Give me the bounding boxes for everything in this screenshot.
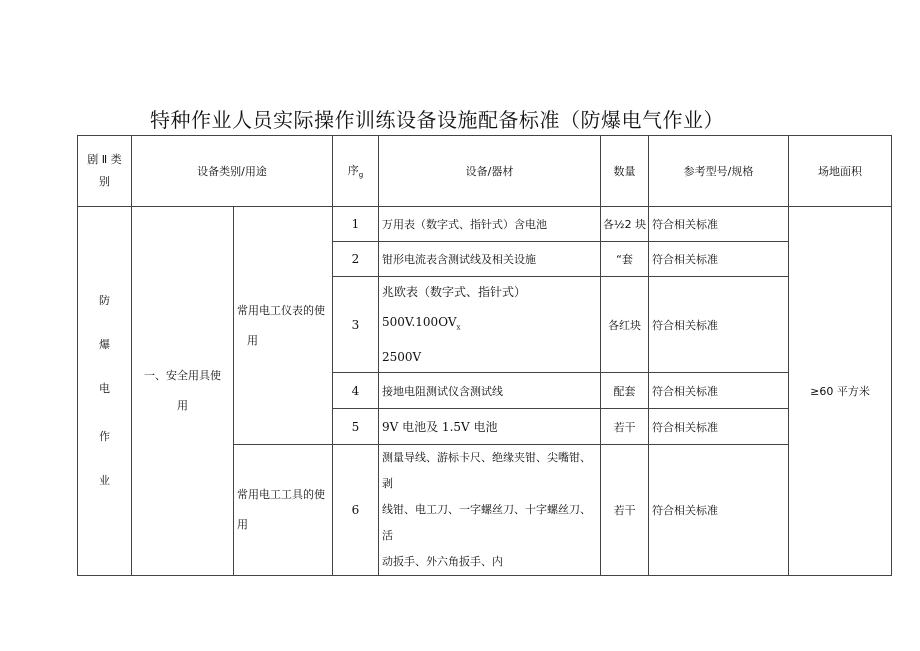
header-category-mark: Ⅱ <box>101 153 108 166</box>
model-cell: 符合相关标准 <box>649 409 789 445</box>
equipment-cell: 测量导线、游标卡尺、绝缘夹钳、尖嘴钳、剥 线钳、电工刀、一字螺丝刀、十字螺丝刀、活 动扳手、外六角扳手、内 <box>379 445 601 576</box>
equipment-standards-table <box>77 135 892 576</box>
model-cell: 符合相关标准 <box>649 445 789 576</box>
quantity-cell: 若干 <box>601 409 649 445</box>
quantity-cell: 配套 <box>601 373 649 409</box>
header-quantity: 数量 <box>601 136 649 207</box>
header-category: 剧 Ⅱ 类 别 <box>78 136 132 207</box>
seq-cell: 6 <box>333 445 379 576</box>
equipment-cell: 9V 电池及 1.5V 电池 <box>379 409 601 445</box>
model-cell: 符合相关标准 <box>649 373 789 409</box>
equipment-cell: 钳形电流表含测试线及相关设施 <box>379 242 601 277</box>
model-cell: 符合相关标准 <box>649 277 789 373</box>
group-cell: 一、安全用具使 用 <box>132 207 234 576</box>
quantity-cell: 各½2 块 <box>601 207 649 242</box>
table-row <box>78 207 892 242</box>
seq-cell: 3 <box>333 277 379 373</box>
quantity-cell: 各红块 <box>601 277 649 373</box>
header-area: 场地面积 <box>789 136 892 207</box>
seq-cell: 5 <box>333 409 379 445</box>
model-cell: 符合相关标准 <box>649 242 789 277</box>
quantity-cell: 若干 <box>601 445 649 576</box>
header-model: 参考型号/规格 <box>649 136 789 207</box>
area-cell: ≥60 平方米 <box>789 207 892 576</box>
category-cell: 防 爆 电 作 业 <box>78 207 132 576</box>
document-title: 特种作业人员实际操作训练设备设施配备标准（防爆电气作业） <box>150 108 724 132</box>
seq-cell: 1 <box>333 207 379 242</box>
seq-cell: 4 <box>333 373 379 409</box>
equipment-cell: 接地电阻测试仪含测试线 <box>379 373 601 409</box>
header-equipment: 设备/器材 <box>379 136 601 207</box>
subgroup-tools: 常用电工工具的使 用 <box>234 445 333 576</box>
seq-cell: 2 <box>333 242 379 277</box>
header-usage: 设备类别/用途 <box>132 136 333 207</box>
header-row <box>78 136 892 207</box>
quantity-cell: “套 <box>601 242 649 277</box>
equipment-cell: 万用表（数字式、指针式）含电池 <box>379 207 601 242</box>
model-cell: 符合相关标准 <box>649 207 789 242</box>
equipment-cell: 兆欧表（数字式、指针式）$500V.100OV_x$ 2500V <box>379 277 601 373</box>
header-seq: 序$_g$ <box>333 136 379 207</box>
subgroup-meters: 常用电工仪表的使 用 <box>234 207 333 445</box>
